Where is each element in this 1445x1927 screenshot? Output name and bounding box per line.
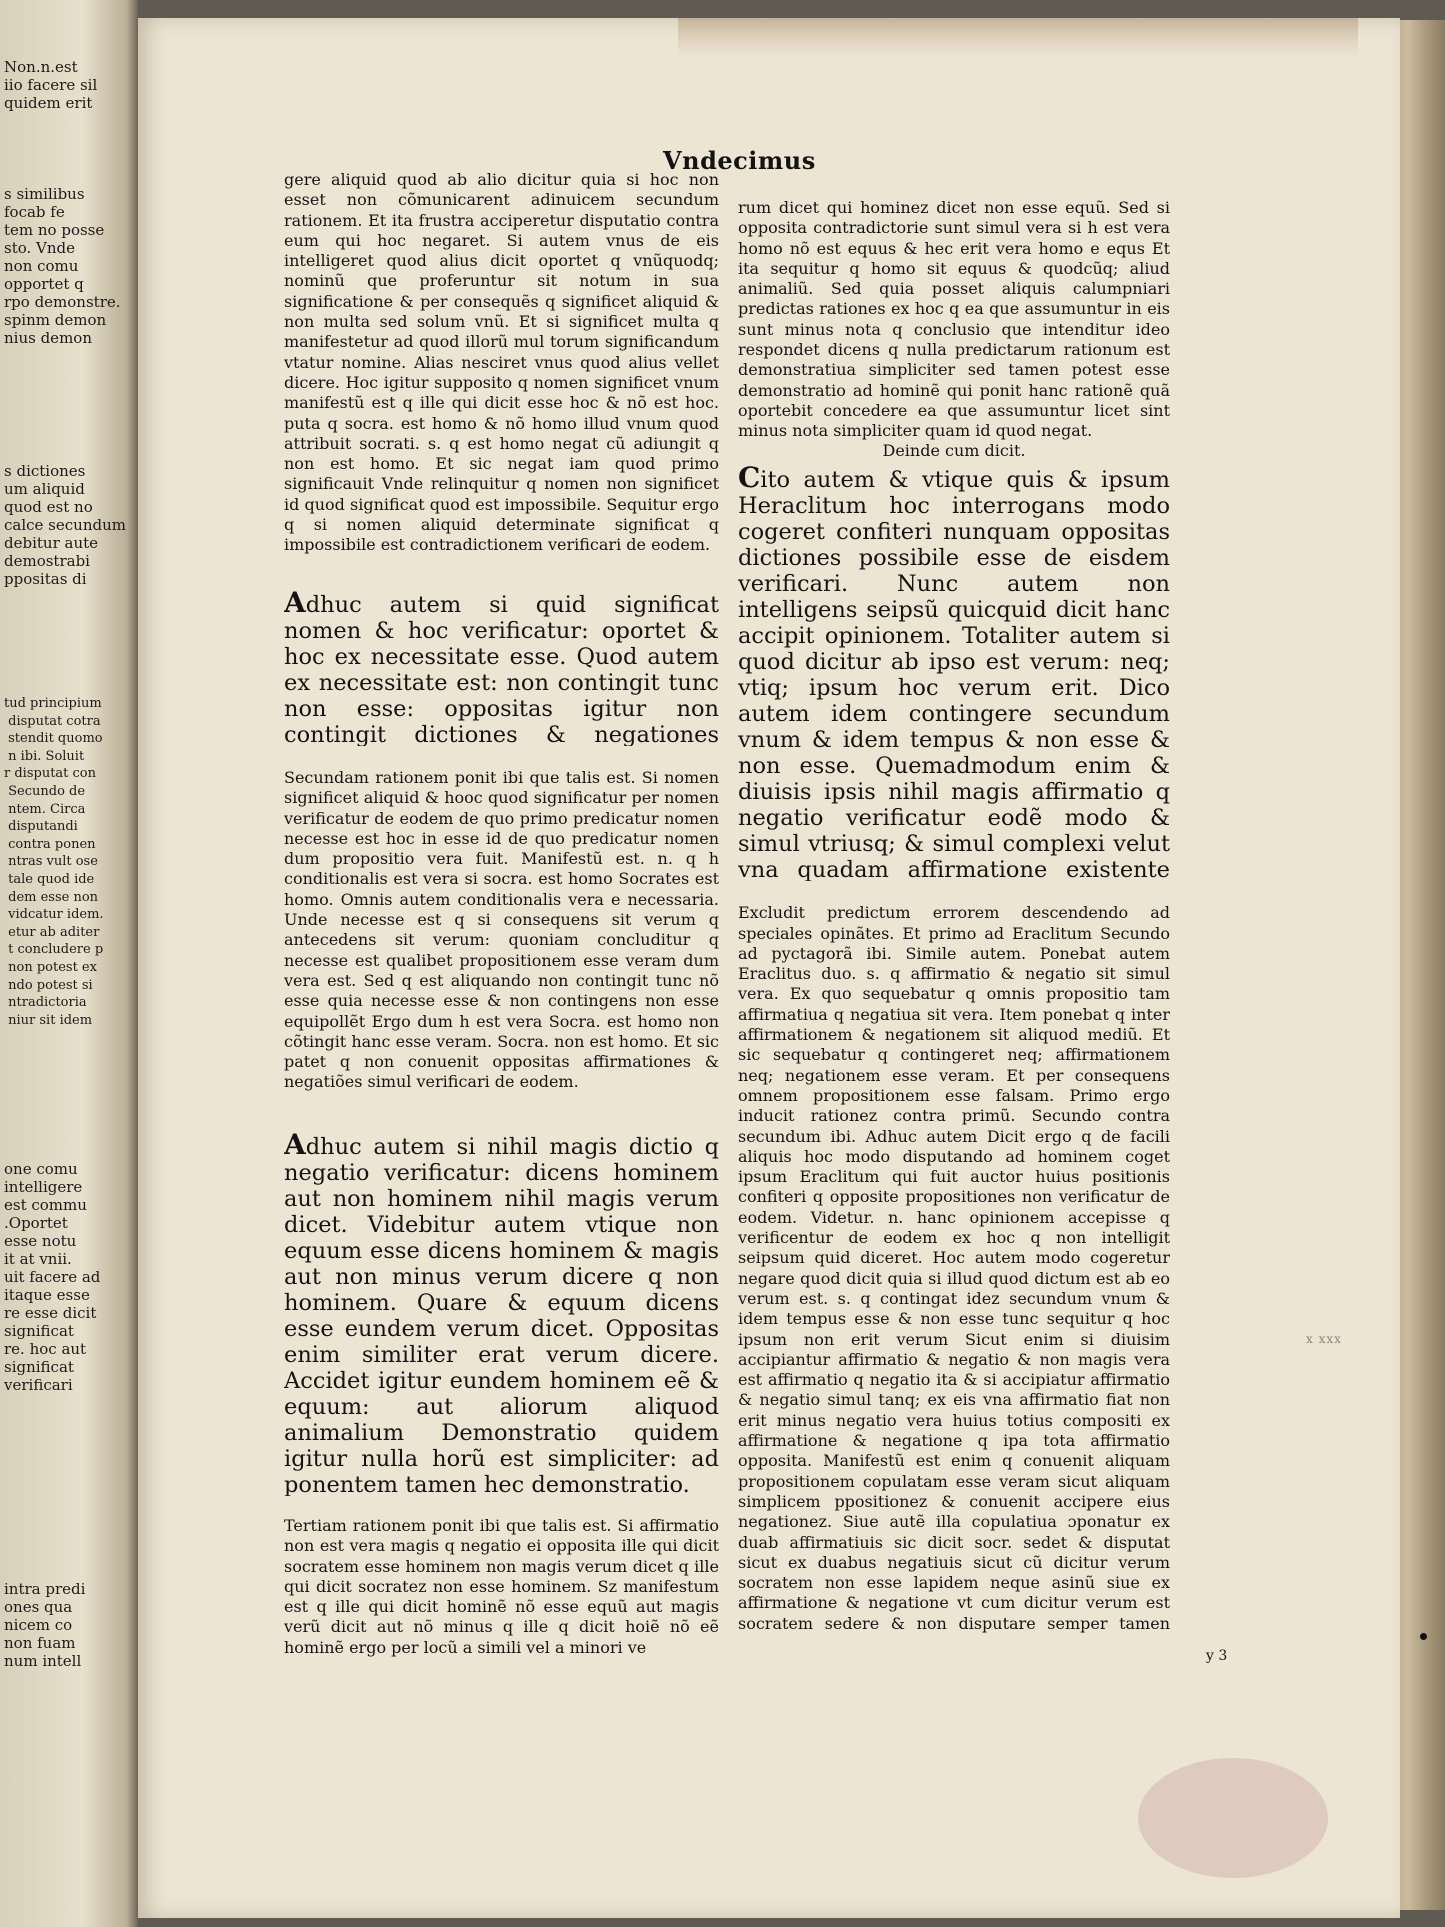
- left-page-fragment-4: tud principium disputat cotra stendit quomo n ibi. Soluit r disputat con Secundo de ntem. Circa disputandi contra ponen ntras vult ose tale quod ide dem esse non vidcatur idem. etur ab aditer t concludere p non potest ex ndo potest si ntradictoria niur sit idem: [4, 696, 104, 1028]
- signature-mark: y 3: [1206, 1648, 1228, 1664]
- pencil-note: x xxx: [1306, 1332, 1342, 1346]
- running-head: Vndecimus: [663, 146, 816, 175]
- deinde-line: Deinde cum dicit.: [882, 441, 1026, 460]
- main-text-block: [284, 1132, 719, 1496]
- water-stain: [1138, 1758, 1328, 1878]
- commentary-block: Secundam rationem ponit ibi que talis est. Si nomen significet aliquid & hooc quod significatur per nomen verificatur de eodem de quo primo predicatur nomen necesse est hoc in esse id de quo predicatur nomen dum propositio vera fuit. Manifestũ est. n. q h conditionalis est vera si socra. est homo Socrates est homo. Omnis autem conditionalis vera e necessaria. Unde necesse est q si consequens sit verum q antecedens sit verum: quoniam concluditur q necesse est qualibet propositionem esse veram dum vera est. Sed q est aliquando non contingit tunc nõ esse quia necesse esse & non contingens non esse equipollẽt Ergo dum h est vera Socra. est homo non cõtingit hanc esse veram. Socra. non est homo. Et sic patet q non conuenit oppositas affirmationes & negatiões simul verificari de eodem.: [284, 768, 719, 1092]
- commentary-block: Excludit predictum errorem descendendo ad speciales opinãtes. Et primo ad Eraclitum Secundo ad pyctagorã ibi. Simile autem. Ponebat autem Eraclitus duo. s. q affirmatio & negatio sit simul vera. Ex quo sequebatur q omnis propositio tam affirmatiua q negatiua sit vera. Item ponebat q inter affirmationem & negationem sit aliquod mediũ. Et sic sequebatur q contingeret neq; affirmationem neq; negationem esse veram. Et per consequens omnem propositionem esse falsam. Primo ergo inducit rationez contra primũ. Secundo contra secundum ibi. Adhuc autem Dicit ergo q de facili aliquis hoc modo disputando ad hominem coget ipsum Eraclitum qui fuit auctor huius positionis confiteri q opposite propositiones non verificatur de eodem. Videtur. n. hanc opinionem accepisse q verificentur de eodem ex hoc q non intelligit seipsum quid diceret. Hoc autem modo cogeretur negare quod dicit quia si illud quod dictum est ab eo verum est. s. q contingat idez secundum vnum & idem tempus esse & non esse tunc sequitur q hoc ipsum non erit verum Sicut enim si diuisim accipiantur affirmatio & negatio & non magis vera est affirmatio q negatio ita & si accipiatur affirmatio & negatio simul tanq; ex eis vna affirmatio fiat non erit minus negatio vera huius totius compositi ex affirmatione & negatione q ipa tota affirmatio opposita. Manifestũ est enim q conuenit aliquam propositionem copulatam esse veram sicut aliquam simplicem ppositionez & conuenit accipere eius negationez. Siue autẽ illa copulatiua ɔponatur ex duab affirmatiuis sic dicit socr. sedet & disputat sicut ex duabus negatiuis sicut cũ dicitur verum socratem non esse lapidem neque asinũ siue ex affirmatione & negatione vt cum dicitur verum est socratem sedere & non disputare semper tamen: [738, 903, 1170, 1633]
- left-page-edge: [0, 0, 138, 1927]
- left-page-fragment-1: Non.n.est iio facere sil quidem erit: [4, 58, 98, 112]
- ink-dot: [1420, 1633, 1427, 1640]
- commentary-block: Tertiam rationem ponit ibi que talis est. Si affirmatio non est vera magis q negatio ei opposita ille qui dicit socratem esse hominem non magis verum dicet q ille qui dicit socratez non esse hominem. Sz manifestum est q ille qui dicit hominẽ nõ esse equũ aut magis verũ dicit aut nõ minus q ille q dicit hoiẽ nõ eẽ hominẽ ergo per locũ a simili vel a minori ve: [284, 1516, 719, 1657]
- left-page-fragment-6: intra predi ones qua nicem co non fuam num intell: [4, 1580, 86, 1670]
- right-column: [738, 198, 1170, 1633]
- main-text: ito autem & vtique quis & ipsum Heraclitum hoc interrogans modo cogeret confiteri nunquam oppositas dictiones possibile esse de eisdem verificari. Nunc autem non intelligens seipsũ quicquid dicit hanc accipit opinionem. Totaliter autem si quod dicitur ab ipso est verum: neq; vtiq; ipsum hoc verum erit. Dico autem idem contingere secundum vnum & idem tempus & non esse & non esse. Quemadmodum enim & diuisis ipsis nihil magis affirmatio q negatio verificatur eodẽ modo & simul vtriusq; & simul complexi velut vna quadam affirmatione existente: [738, 467, 1170, 882]
- main-text: dhuc autem si nihil magis dictio q negatio verificatur: dicens hominem aut non hominem nihil magis verum dicet. Videbitur autem vtique non equum esse dicens hominem & magis aut non minus verum dicere q non hominem. Quare & equum dicens esse eundem verum dicet. Oppositas enim similiter erat verum dicere. Accidet igitur eundem hominem eẽ & equum: aut aliorum aliquod animalium Demonstratio quidem igitur nulla horũ est simpliciter: ad ponentem tamen hec demonstratio.: [284, 1134, 719, 1496]
- left-page-fragment-3: s dictiones um aliquid quod est no calce secundum debitur aute demostrabi ppositas di: [4, 462, 126, 588]
- commentary-block: gere aliquid quod ab alio dicitur quia si hoc non esset non cõmunicarent adinuicem secundum rationem. Et ita frustra acciperetur disputatio contra eum qui hoc negaret. Si autem vnus de eis intelligeret quod alius dicit oportet q vnũquodq; nominũ que proferuntur sit notum in sua significatione & per consequẽs q significet aliquid & non multa sed solum vnũ. Et si significet multa q manifestetur ad quod illorũ mul torum significandum vtatur nomine. Alias nesciret vnus quod alius vellet dicere. Hoc igitur supposito q nomen significet vnum manifestũ est q ille qui dicit esse hoc & nõ est hoc. puta q socra. est homo & nõ homo illud vnum quod attribuit socrati. s. q est homo negat cũ adiungit q non est homo. Et sic negat iam quod primo significauit Vnde relinquitur q nomen non significet id quod significat quod est impossibile. Sequitur ergo q si nomen aliquid determinate significat q impossibile est contradictionem verificari de eodem.: [284, 170, 719, 555]
- left-page-fragment-2: s similibus focab fe tem no posse sto. Vnde non comu opportet q rpo demonstre. spinm demon nius demon: [4, 185, 121, 347]
- initial-letter: C: [738, 465, 761, 495]
- main-text-block: [738, 465, 1170, 881]
- left-page-fragment-5: one comu intelligere est commu .Oportet esse notu it at vnii. uit facere ad itaque esse re esse dicit significat re. hoc aut significat verificari: [4, 1160, 101, 1394]
- initial-letter: A: [284, 1132, 306, 1161]
- book-page: [138, 18, 1400, 1918]
- main-text: dhuc autem si quid significat nomen & hoc verificatur: oportet & hoc ex necessitate esse. Quod autem ex necessitate est: non contingit tunc non esse: oppositas igitur non contingit dictiones & negationes: [284, 592, 719, 746]
- left-column: [284, 170, 719, 1679]
- main-text-block: [284, 590, 719, 746]
- initial-letter: A: [284, 590, 306, 619]
- commentary-block: rum dicet qui hominez dicet non esse equũ. Sed si opposita contradictorie sunt simul vera si h est vera homo nõ est equus & hec erit vera homo e equs Et ita sequitur q homo sit equus & quodcũq; aliud animaliũ. Sed quia posset aliquis calumpniari predictas rationes ex hoc q ea que assumuntur in eis sunt minus nota q conclusio que intenditur ideo respondet dicens q nulla predictarum rationum est demonstratiua simpliciter sed tamen potest esse demonstratio ad hominẽ qui ponit hanc rationẽ quã oportebit concedere ea que assumuntur licet sint minus nota simpliciter quam id quod negat.: [738, 198, 1170, 441]
